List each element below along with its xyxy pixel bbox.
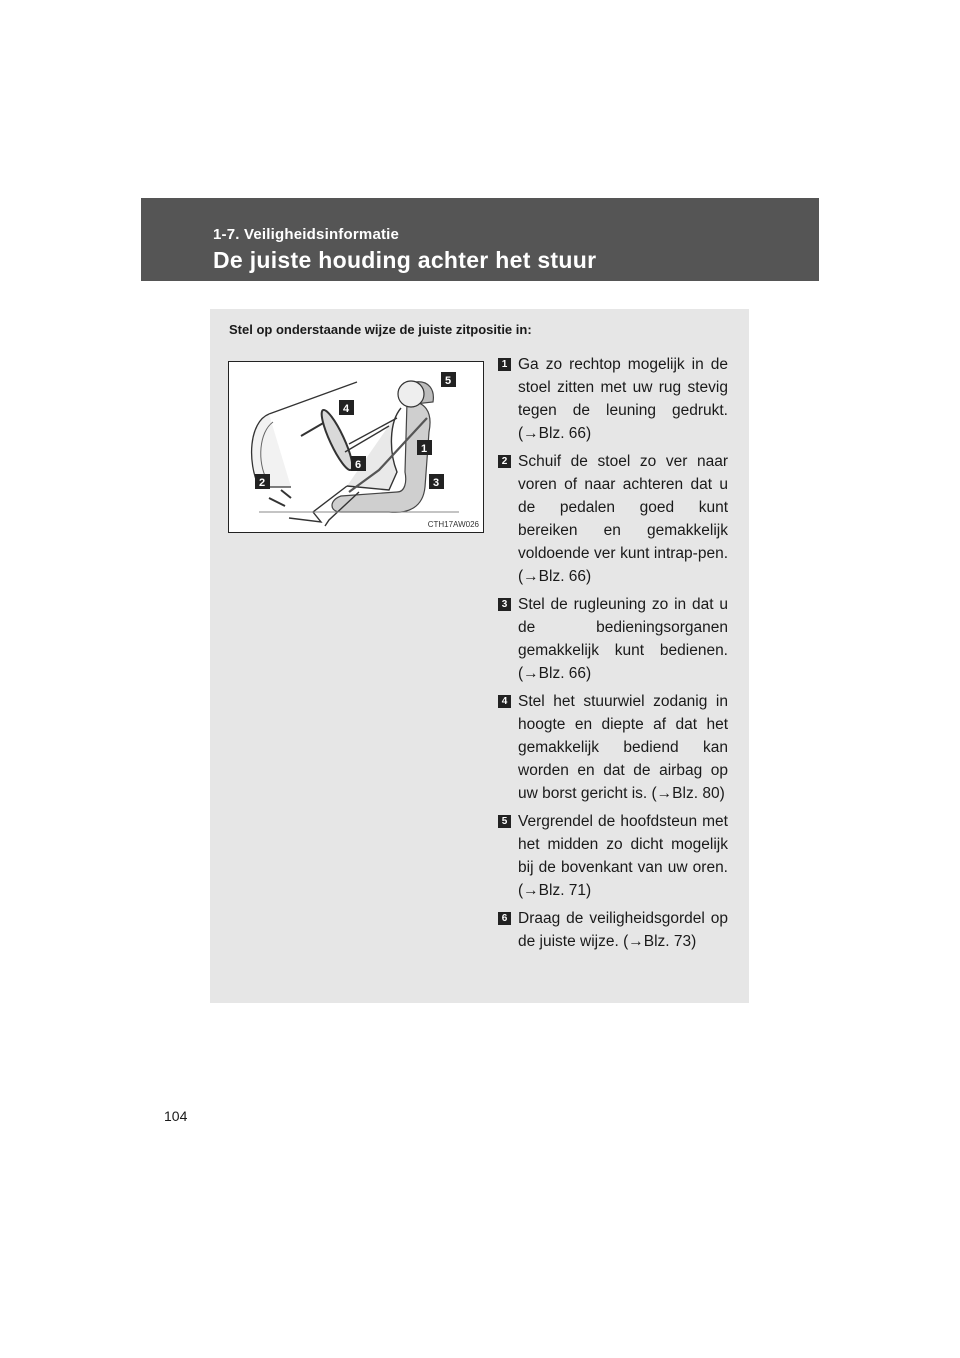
step-text: Schuif de stoel zo ver naar voren of naar achteren dat u de pedalen goed kunt bereiken en gemakkelijk voldoende ver kunt intrap-pen. (→Blz. 66) bbox=[518, 453, 728, 585]
callout-4 bbox=[339, 400, 354, 415]
svg-text:5: 5 bbox=[445, 375, 452, 387]
callout-3 bbox=[429, 474, 444, 489]
step-number-badge: 4 bbox=[498, 695, 511, 708]
page-title: De juiste houding achter het stuur bbox=[213, 247, 597, 273]
step-number-badge: 2 bbox=[498, 455, 511, 468]
step-text: Ga zo rechtop mogelijk in de stoel zitten met uw rug stevig tegen de leuning gedrukt. (→Blz. 66) bbox=[518, 356, 728, 442]
driver-seat-drawing bbox=[229, 362, 485, 534]
step-item bbox=[498, 450, 728, 588]
svg-text:3: 3 bbox=[433, 477, 440, 489]
page-number: 104 bbox=[164, 1108, 188, 1124]
svg-text:6: 6 bbox=[355, 459, 362, 471]
seating-illustration bbox=[228, 361, 484, 533]
step-number-badge: 1 bbox=[498, 358, 511, 371]
step-item bbox=[498, 353, 728, 445]
intro-text: Stel op onderstaande wijze de juiste zitpositie in: bbox=[229, 322, 532, 337]
svg-text:4: 4 bbox=[343, 403, 350, 415]
callout-2 bbox=[255, 474, 270, 489]
section-label: 1-7. Veiligheidsinformatie bbox=[213, 226, 400, 243]
section-header bbox=[141, 198, 819, 281]
step-list bbox=[498, 353, 728, 958]
figure-code: CTH17AW026 bbox=[427, 520, 479, 529]
step-item bbox=[498, 907, 728, 953]
step-number-badge: 3 bbox=[498, 598, 511, 611]
svg-text:2: 2 bbox=[259, 477, 266, 489]
step-text: Draag de veiligheidsgordel op de juiste wijze. (→Blz. 73) bbox=[518, 910, 728, 950]
step-text: Vergrendel de hoofdsteun met het midden zo dicht mogelijk bij de bovenkant van uw oren. (→Blz. 71) bbox=[518, 813, 728, 899]
step-number-badge: 6 bbox=[498, 912, 511, 925]
step-item bbox=[498, 690, 728, 805]
step-text: Stel het stuurwiel zodanig in hoogte en diepte af dat het gemakkelijk bediend kan worden en dat de airbag op uw borst gericht is. (→Blz. 80) bbox=[518, 693, 728, 802]
step-item bbox=[498, 810, 728, 902]
step-item bbox=[498, 593, 728, 685]
svg-text:1: 1 bbox=[421, 443, 428, 455]
callout-1 bbox=[417, 440, 432, 455]
callout-6 bbox=[351, 456, 366, 471]
callout-5 bbox=[441, 372, 456, 387]
step-text: Stel de rugleuning zo in dat u de bedieningsorganen gemakkelijk kunt bedienen. (→Blz. 66) bbox=[518, 596, 728, 682]
step-number-badge: 5 bbox=[498, 815, 511, 828]
